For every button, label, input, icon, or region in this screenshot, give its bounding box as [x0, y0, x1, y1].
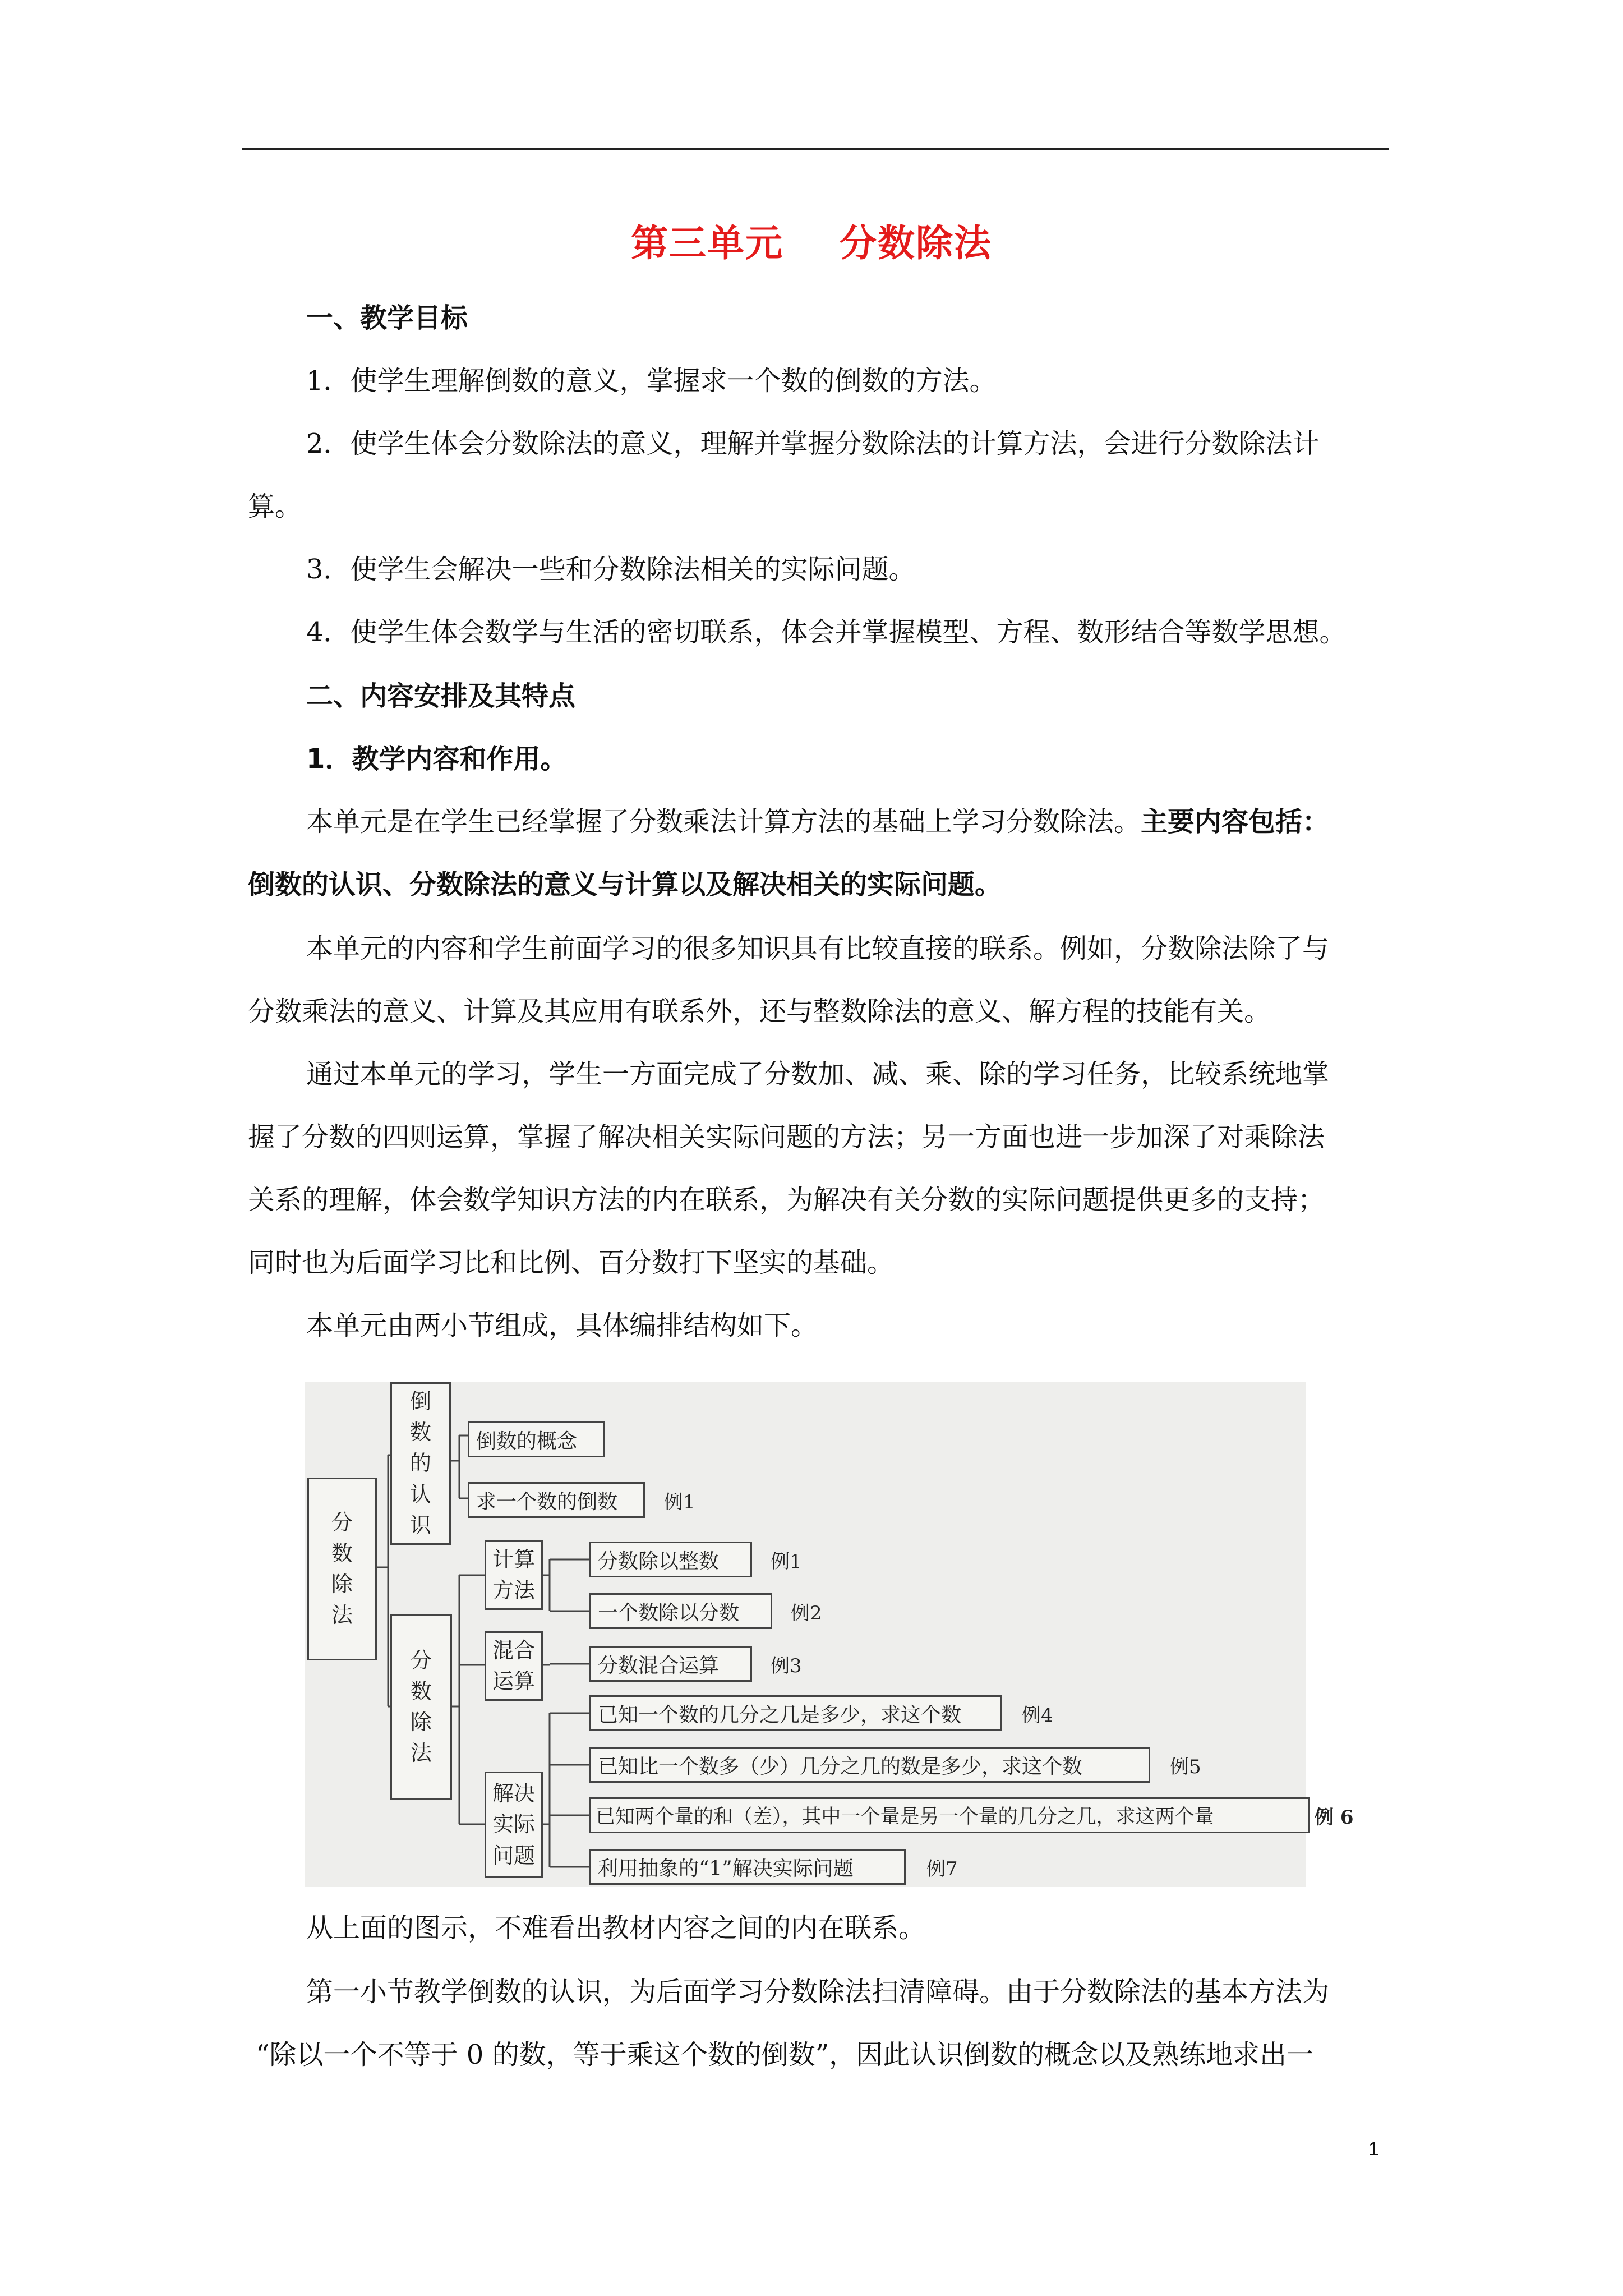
node-find-reciprocal: 求一个数的倒数 [468, 1482, 645, 1518]
node-solve-item: 已知比一个数多（少）几分之几的数是多少，求这个数 [589, 1747, 1150, 1783]
para1-bold-line: 倒数的认识、分数除法的意义与计算以及解决相关的实际问题。 [248, 869, 1002, 900]
node-reciprocal-concept: 倒数的概念 [468, 1421, 605, 1457]
node-mixed-fraction: 分数混合运算 [589, 1646, 752, 1682]
example-label: 例1 [664, 1491, 695, 1513]
section-heading-content: 二、内容安排及其特点 [306, 680, 576, 712]
root-node: 分 数 除 法 [307, 1478, 377, 1660]
paragraph-line: 本单元的内容和学生前面学习的很多知识具有比较直接的联系。例如，分数除法除了与 [306, 933, 1330, 964]
paragraph-line: 通过本单元的学习，学生一方面完成了分数加、减、乘、除的学习任务，比较系统地掌 [306, 1059, 1330, 1090]
goal-item: 3．使学生会解决一些和分数除法相关的实际问题。 [306, 554, 916, 585]
example-label: 例2 [791, 1602, 822, 1625]
goal-item: 1．使学生理解倒数的意义，掌握求一个数的倒数的方法。 [306, 365, 997, 397]
section-heading-goals: 一、教学目标 [306, 302, 468, 334]
header-rule [242, 148, 1389, 150]
node-num-div-fraction: 一个数除以分数 [589, 1593, 772, 1629]
example-label: 例3 [771, 1655, 802, 1677]
node-solve-item: 已知两个量的和（差），其中一个量是另一个量的几分之几，求这两个量 [589, 1797, 1310, 1833]
example-label: 例7 [926, 1858, 958, 1880]
node-solve-problems: 解决 实际 问题 [485, 1772, 543, 1878]
example-label: 例1 [771, 1550, 802, 1573]
paragraph-line: “除以一个不等于 0 的数，等于乘这个数的倒数”，因此认识倒数的概念以及熟练地求出一 [256, 2039, 1314, 2070]
paragraph-line: 第一小节教学倒数的认识，为后面学习分数除法扫清障碍。由于分数除法的基本方法为 [306, 1976, 1330, 2008]
example-label: 例4 [1022, 1704, 1053, 1727]
paragraph-line: 关系的理解，体会数学知识方法的内在联系，为解决有关分数的实际问题提供更多的支持； [248, 1184, 1325, 1216]
node-solve-item: 利用抽象的“1”解决实际问题 [589, 1849, 906, 1885]
sub-heading: 1．教学内容和作用。 [306, 743, 568, 775]
example-label: 例 6 [1315, 1806, 1354, 1829]
node-calc-method: 计算 方法 [485, 1540, 543, 1610]
node-mixed-operation: 混合 运算 [485, 1631, 543, 1701]
branch-reciprocal: 倒 数 的 认 识 [390, 1382, 451, 1545]
branch-division: 分 数 除 法 [390, 1614, 452, 1800]
para1-bold: 主要内容包括： [1141, 806, 1330, 838]
para1-normal: 本单元是在学生已经掌握了分数乘法计算方法的基础上学习分数除法。 [306, 806, 1141, 838]
paragraph-line: 握了分数的四则运算，掌握了解决相关实际问题的方法；另一方面也进一步加深了对乘除法 [248, 1121, 1325, 1153]
paragraph-line: 本单元由两小节组成，具体编排结构如下。 [306, 1310, 818, 1341]
goal-item: 算。 [248, 491, 302, 522]
example-label: 例5 [1170, 1756, 1201, 1778]
goal-item: 4．使学生体会数学与生活的密切联系，体会并掌握模型、方程、数形结合等数学思想。 [306, 616, 1347, 648]
paragraph-line [306, 804, 1450, 839]
node-solve-item: 已知一个数的几分之几是多少，求这个数 [589, 1695, 1002, 1731]
node-fraction-div-int: 分数除以整数 [589, 1542, 752, 1577]
page-title: 第三单元 分数除法 [631, 222, 992, 265]
paragraph-line: 分数乘法的意义、计算及其应用有联系外，还与整数除法的意义、解方程的技能有关。 [248, 996, 1271, 1027]
structure-diagram [305, 1382, 1354, 1887]
goal-item: 2．使学生体会分数除法的意义，理解并掌握分数除法的计算方法，会进行分数除法计 [306, 428, 1320, 459]
page-number: 1 [1368, 2138, 1379, 2160]
paragraph-line: 从上面的图示，不难看出教材内容之间的内在联系。 [306, 1912, 926, 1944]
paragraph-line: 同时也为后面学习比和比例、百分数打下坚实的基础。 [248, 1247, 895, 1278]
